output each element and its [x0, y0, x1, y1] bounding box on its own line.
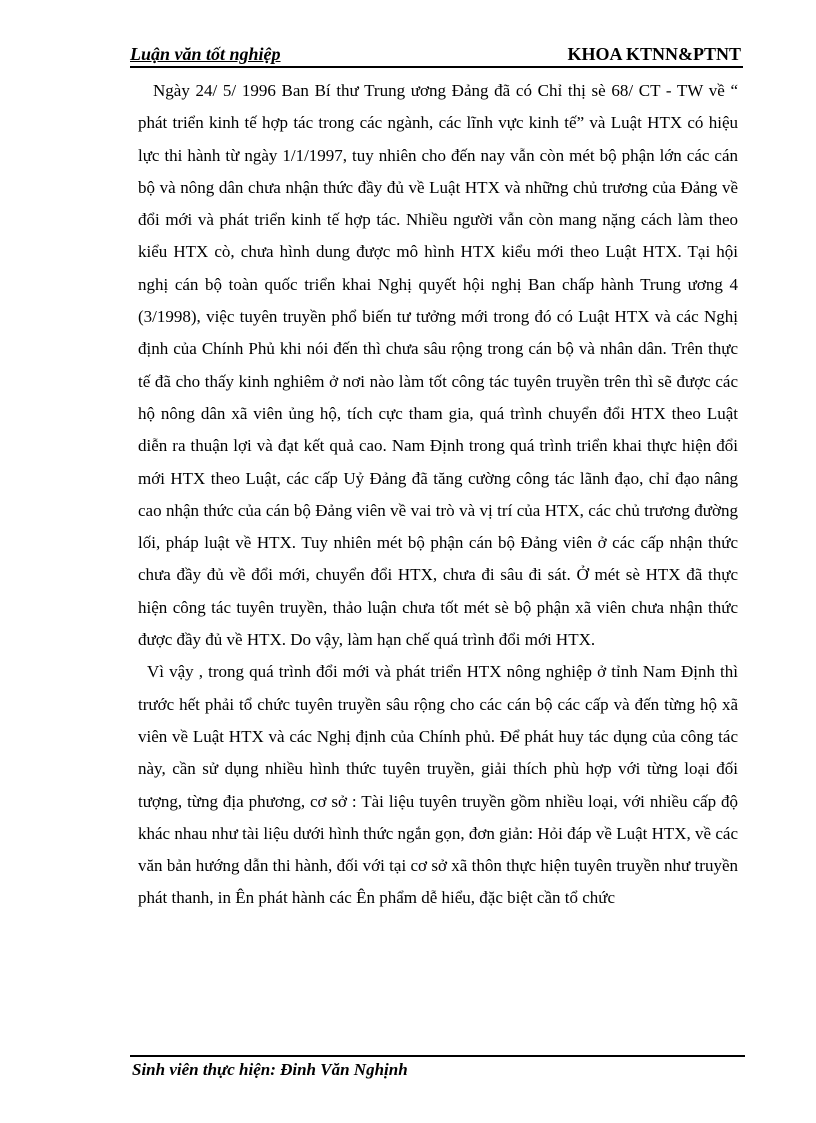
thesis-label: Luận văn tốt nghiệp — [130, 44, 281, 64]
paragraph-1: Ngày 24/ 5/ 1996 Ban Bí thư Trung ương Đảng đã có Chỉ thị sè 68/ CT - TW về “ phát triển kinh tế hợp tác trong các ngành, các lĩnh vực kinh tế” và Luật HTX có hiệu lực thi hành từ ngày 1/1/1997, tuy nhiên cho đến nay vẫn còn mét bộ phận lớn các cán bộ và nông dân chưa nhận thức đầy đủ về Luật HTX và những chủ trương của Đảng về đổi mới và phát triển kinh tế hợp tác. Nhiều người vẫn còn mang nặng cách làm theo kiểu HTX cò, chưa hình dung được mô hình HTX kiểu mới theo Luật HTX. Tại hội nghị cán bộ toàn quốc triển khai Nghị quyết hội nghị Ban chấp hành Trung ương 4 (3/1998), việc tuyên truyền phổ biến tư tưởng mới trong đó có Luật HTX và các Nghị định của Chính Phủ khi nói đến thì chưa sâu rộng trong cán bộ và nhân dân. Trên thực tế đã cho thấy kinh nghiêm ở nơi nào làm tốt công tác tuyên truyền trên thì sẽ được các hộ nông dân xã viên ủng hộ, tích cực tham gia, quá trình chuyển đổi HTX theo Luật diễn ra thuận lợi và đạt kết quả cao. Nam Định trong quá trình triển khai thực hiện đổi mới HTX theo Luật, các cấp Uỷ Đảng đã tăng cường công tác lãnh đạo, chỉ đạo nâng cao nhận thức của cán bộ Đảng viên về vai trò và vị trí của HTX, các chủ trương đường lối, pháp luật về HTX. Tuy nhiên mét bộ phận cán bộ Đảng viên ở các cấp nhận thức chưa đầy đủ về đổi mới, chuyển đổi HTX, chưa đi sâu đi sát. Ở mét sè HTX đã thực hiện công tác tuyên truyền, thảo luận chưa tốt mét sè bộ phận xã viên chưa nhận thức được đầy đủ về HTX. Do vậy, làm hạn chế quá trình đổi mới HTX. — [138, 81, 738, 650]
page-header — [130, 44, 743, 68]
page-footer — [130, 1055, 745, 1079]
student-name: Sinh viên thực hiện: Đinh Văn Nghịnh — [132, 1060, 408, 1079]
document-body — [138, 75, 738, 915]
paragraph-2: Vì vậy , trong quá trình đổi mới và phát triển HTX nông nghiệp ở tỉnh Nam Định thì trước hết phải tổ chức tuyên truyền sâu rộng cho các cán bộ các cấp và đến từng hộ xã viên về Luật HTX và các Nghị định của Chính phủ. Để phát huy tác dụng của công tác này, cần sử dụng nhiều hình thức tuyên truyền, giải thích phù hợp với từng loại đối tượng, từng địa phương, cơ sở : Tài liệu tuyên truyền gồm nhiều loại, với nhiều cấp độ khác nhau như tài liệu dưới hình thức ngắn gọn, đơn giản: Hỏi đáp về Luật HTX, về các văn bản hướng dẫn thi hành, đối với tại cơ sở xã thôn thực hiện tuyên truyền như truyền phát thanh, in Ên phát hành các Ên phẩm dễ hiểu, đặc biệt cần tổ chức — [138, 662, 738, 908]
faculty-label: KHOA KTNN&PTNT — [567, 44, 741, 64]
